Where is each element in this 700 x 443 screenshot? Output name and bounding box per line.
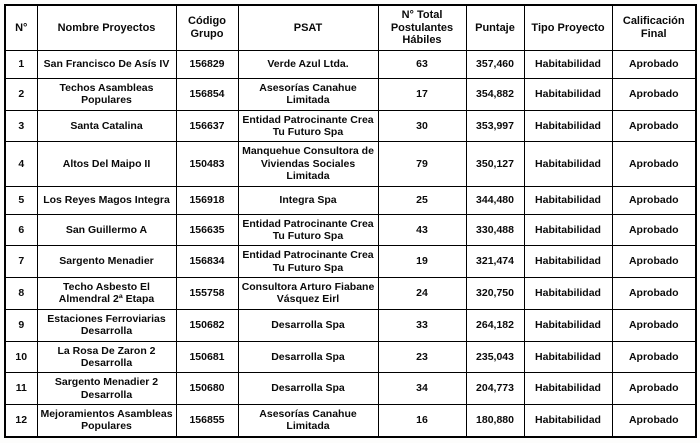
table-cell: Aprobado <box>612 405 696 437</box>
table-cell: Santa Catalina <box>37 110 176 142</box>
table-cell: 43 <box>378 214 466 246</box>
table-cell: 23 <box>378 341 466 373</box>
table-cell: 150682 <box>176 309 238 341</box>
table-cell: 7 <box>5 246 37 278</box>
table-cell: 156854 <box>176 78 238 110</box>
table-cell: 30 <box>378 110 466 142</box>
table-cell: Asesorías Canahue Limitada <box>238 78 378 110</box>
table-cell: Aprobado <box>612 341 696 373</box>
table-row <box>5 110 696 142</box>
table-cell: Los Reyes Magos Integra <box>37 186 176 214</box>
table-cell: Aprobado <box>612 186 696 214</box>
table-row <box>5 309 696 341</box>
table-row <box>5 186 696 214</box>
table-row <box>5 246 696 278</box>
table-cell: 204,773 <box>466 373 524 405</box>
table-cell: Entidad Patrocinante Crea Tu Futuro Spa <box>238 246 378 278</box>
table-cell: Desarrolla Spa <box>238 309 378 341</box>
table-cell: 1 <box>5 50 37 78</box>
table-cell: 344,480 <box>466 186 524 214</box>
table-cell: 34 <box>378 373 466 405</box>
table-cell: 24 <box>378 278 466 310</box>
table-cell: Techo Asbesto El Almendral 2ª Etapa <box>37 278 176 310</box>
table-cell: Habitabilidad <box>524 278 612 310</box>
table-cell: Aprobado <box>612 142 696 186</box>
table-row <box>5 50 696 78</box>
table-cell: Manquehue Consultora de Viviendas Sociales Limitada <box>238 142 378 186</box>
table-cell: Desarrolla Spa <box>238 341 378 373</box>
table-cell: 156829 <box>176 50 238 78</box>
table-row <box>5 142 696 186</box>
table-cell: 156635 <box>176 214 238 246</box>
table-cell: Habitabilidad <box>524 309 612 341</box>
table-cell: Verde Azul Ltda. <box>238 50 378 78</box>
header-row <box>5 5 696 50</box>
table-cell: Techos Asambleas Populares <box>37 78 176 110</box>
table-cell: Habitabilidad <box>524 405 612 437</box>
table-cell: Habitabilidad <box>524 341 612 373</box>
column-header-codigo-grupo: Código Grupo <box>176 5 238 50</box>
table-row <box>5 278 696 310</box>
table-cell: 17 <box>378 78 466 110</box>
table-cell: 156637 <box>176 110 238 142</box>
table-cell: Sargento Menadier <box>37 246 176 278</box>
table-header <box>5 5 696 50</box>
table-cell: Entidad Patrocinante Crea Tu Futuro Spa <box>238 214 378 246</box>
table-cell: Aprobado <box>612 373 696 405</box>
table-cell: 350,127 <box>466 142 524 186</box>
table-cell: 2 <box>5 78 37 110</box>
table-cell: Mejoramientos Asambleas Populares <box>37 405 176 437</box>
table-cell: Habitabilidad <box>524 246 612 278</box>
table-cell: 156855 <box>176 405 238 437</box>
table-cell: Aprobado <box>612 214 696 246</box>
table-row <box>5 214 696 246</box>
column-header-puntaje: Puntaje <box>466 5 524 50</box>
table-cell: Habitabilidad <box>524 214 612 246</box>
table-cell: 79 <box>378 142 466 186</box>
table-cell: 4 <box>5 142 37 186</box>
table-cell: 330,488 <box>466 214 524 246</box>
table-cell: 19 <box>378 246 466 278</box>
table-cell: 155758 <box>176 278 238 310</box>
table-cell: 63 <box>378 50 466 78</box>
column-header-calificacion-final: Calificación Final <box>612 5 696 50</box>
table-row <box>5 341 696 373</box>
table-cell: 5 <box>5 186 37 214</box>
table-row <box>5 405 696 437</box>
table-cell: Integra Spa <box>238 186 378 214</box>
table-cell: 33 <box>378 309 466 341</box>
table-cell: Desarrolla Spa <box>238 373 378 405</box>
table-cell: Aprobado <box>612 246 696 278</box>
table-cell: 8 <box>5 278 37 310</box>
table-cell: 25 <box>378 186 466 214</box>
table-cell: Habitabilidad <box>524 110 612 142</box>
table-cell: 320,750 <box>466 278 524 310</box>
table-cell: 150680 <box>176 373 238 405</box>
column-header-numero: N° <box>5 5 37 50</box>
table-cell: 156834 <box>176 246 238 278</box>
table-cell: Aprobado <box>612 309 696 341</box>
table-cell: 264,182 <box>466 309 524 341</box>
table-cell: 10 <box>5 341 37 373</box>
table-cell: La Rosa De Zaron 2 Desarrolla <box>37 341 176 373</box>
table-body <box>5 50 696 436</box>
table-cell: Asesorías Canahue Limitada <box>238 405 378 437</box>
table-cell: 3 <box>5 110 37 142</box>
table-cell: 11 <box>5 373 37 405</box>
table-row <box>5 78 696 110</box>
table-cell: 150681 <box>176 341 238 373</box>
table-cell: Consultora Arturo Fiabane Vásquez Eirl <box>238 278 378 310</box>
table-cell: 354,882 <box>466 78 524 110</box>
table-cell: Sargento Menadier 2 Desarrolla <box>37 373 176 405</box>
table-cell: 150483 <box>176 142 238 186</box>
table-cell: 12 <box>5 405 37 437</box>
table-cell: 321,474 <box>466 246 524 278</box>
table-cell: Aprobado <box>612 110 696 142</box>
table-cell: 235,043 <box>466 341 524 373</box>
table-cell: Habitabilidad <box>524 142 612 186</box>
projects-table <box>4 4 697 438</box>
table-cell: 353,997 <box>466 110 524 142</box>
table-cell: San Guillermo A <box>37 214 176 246</box>
table-cell: 9 <box>5 309 37 341</box>
table-cell: Estaciones Ferroviarias Desarrolla <box>37 309 176 341</box>
table-cell: 357,460 <box>466 50 524 78</box>
table-cell: Aprobado <box>612 50 696 78</box>
table-cell: Habitabilidad <box>524 373 612 405</box>
table-cell: 180,880 <box>466 405 524 437</box>
table-cell: Aprobado <box>612 278 696 310</box>
column-header-psat: PSAT <box>238 5 378 50</box>
table-cell: Entidad Patrocinante Crea Tu Futuro Spa <box>238 110 378 142</box>
table-cell: 6 <box>5 214 37 246</box>
table-cell: Habitabilidad <box>524 50 612 78</box>
table-cell: Habitabilidad <box>524 78 612 110</box>
table-row <box>5 373 696 405</box>
table-cell: Habitabilidad <box>524 186 612 214</box>
column-header-tipo-proyecto: Tipo Proyecto <box>524 5 612 50</box>
column-header-nombre-proyectos: Nombre Proyectos <box>37 5 176 50</box>
table-cell: 16 <box>378 405 466 437</box>
table-cell: 156918 <box>176 186 238 214</box>
table-cell: Aprobado <box>612 78 696 110</box>
table-cell: Altos Del Maipo II <box>37 142 176 186</box>
column-header-postulantes-habiles: N° Total Postulantes Hábiles <box>378 5 466 50</box>
table-cell: San Francisco De Asís IV <box>37 50 176 78</box>
